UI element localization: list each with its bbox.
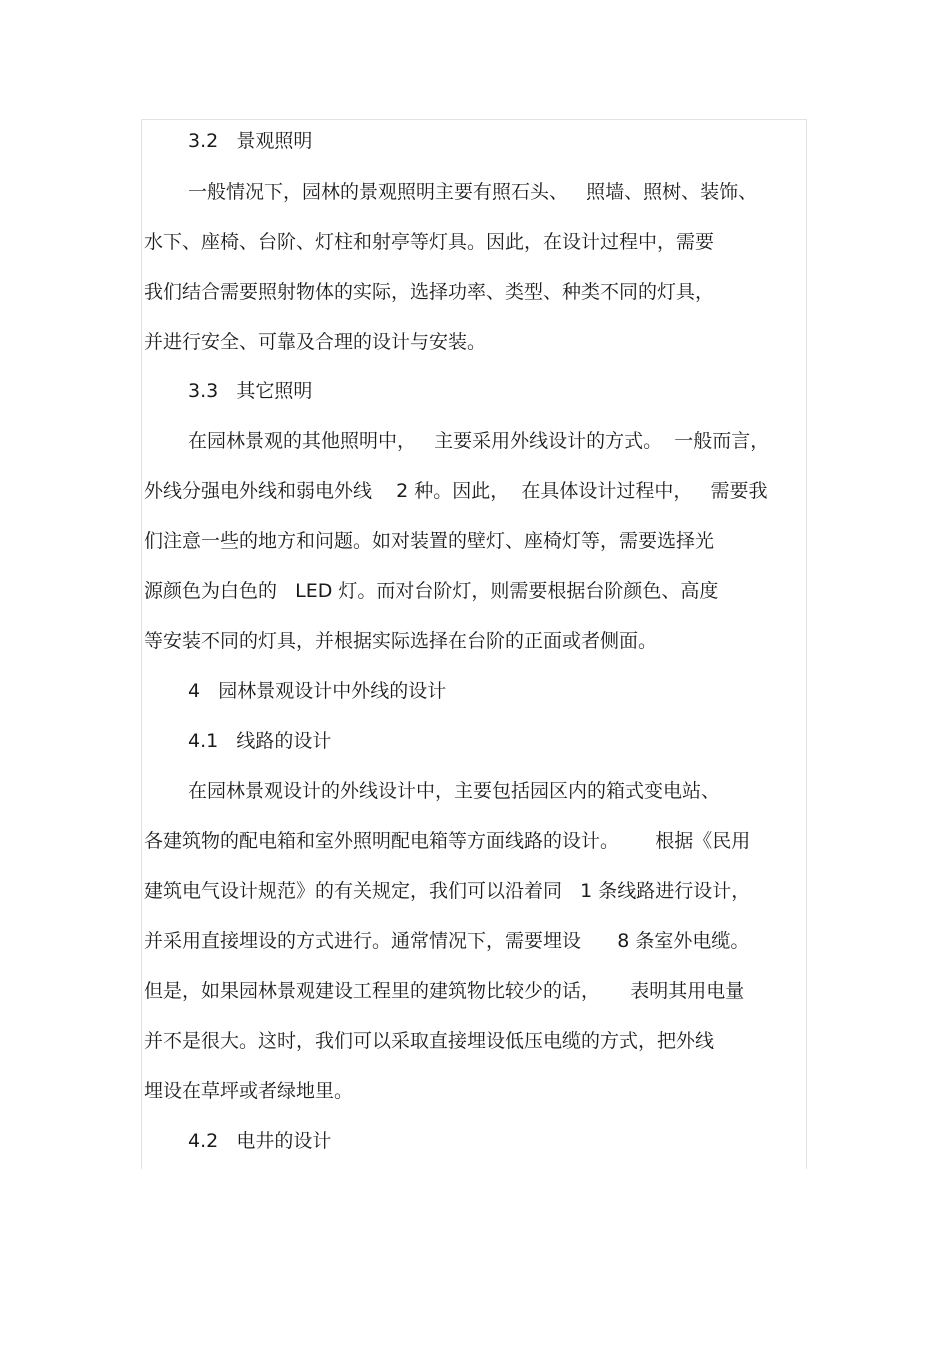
paragraph-line: 并采用直接埋设的方式进行。通常情况下，需要埋设 8 条室外电缆。 (144, 930, 750, 952)
paragraph-line: 外线分强电外线和弱电外线 2 种。因此， 在具体设计过程中， 需要我 (144, 480, 768, 502)
paragraph-line: 埋设在草坪或者绿地里。 (144, 1080, 354, 1102)
paragraph-line: 建筑电气设计规范》的有关规定，我们可以沿着同 1 条线路进行设计， (144, 880, 751, 902)
paragraph-line: 各建筑物的配电箱和室外照明配电箱等方面线路的设计。 根据《民用 (144, 830, 751, 852)
paragraph-line: 在园林景观设计的外线设计中，主要包括园区内的箱式变电站、 (188, 780, 721, 802)
heading-4-1: 4.1 线路的设计 (188, 730, 332, 752)
paragraph-line: 但是，如果园林景观建设工程里的建筑物比较少的话， 表明其用电量 (144, 980, 745, 1002)
heading-4-2: 4.2 电井的设计 (188, 1130, 332, 1152)
paragraph-line: 水下、座椅、台阶、灯柱和射亭等灯具。因此，在设计过程中，需要 (144, 231, 715, 253)
paragraph-line: 并不是很大。这时，我们可以采取直接埋设低压电缆的方式，把外线 (144, 1030, 715, 1052)
heading-3-2: 3.2 景观照明 (188, 130, 313, 152)
paragraph-line: 在园林景观的其他照明中， 主要采用外线设计的方式。 一般而言， (188, 430, 770, 452)
paragraph-line: 一般情况下，园林的景观照明主要有照石头、 照墙、照树、装饰、 (188, 181, 758, 203)
paragraph-line: 我们结合需要照射物体的实际，选择功率、类型、种类不同的灯具， (144, 281, 715, 303)
heading-4: 4 园林景观设计中外线的设计 (188, 680, 447, 702)
paragraph-line: 等安装不同的灯具，并根据实际选择在台阶的正面或者侧面。 (144, 630, 658, 652)
paragraph-line: 源颜色为白色的 LED 灯。而对台阶灯，则需要根据台阶颜色、高度 (144, 580, 719, 602)
paragraph-line: 并进行安全、可靠及合理的设计与安装。 (144, 331, 487, 353)
heading-3-3: 3.3 其它照明 (188, 380, 313, 402)
paragraph-line: 们注意一些的地方和问题。如对装置的壁灯、座椅灯等，需要选择光 (144, 530, 715, 552)
